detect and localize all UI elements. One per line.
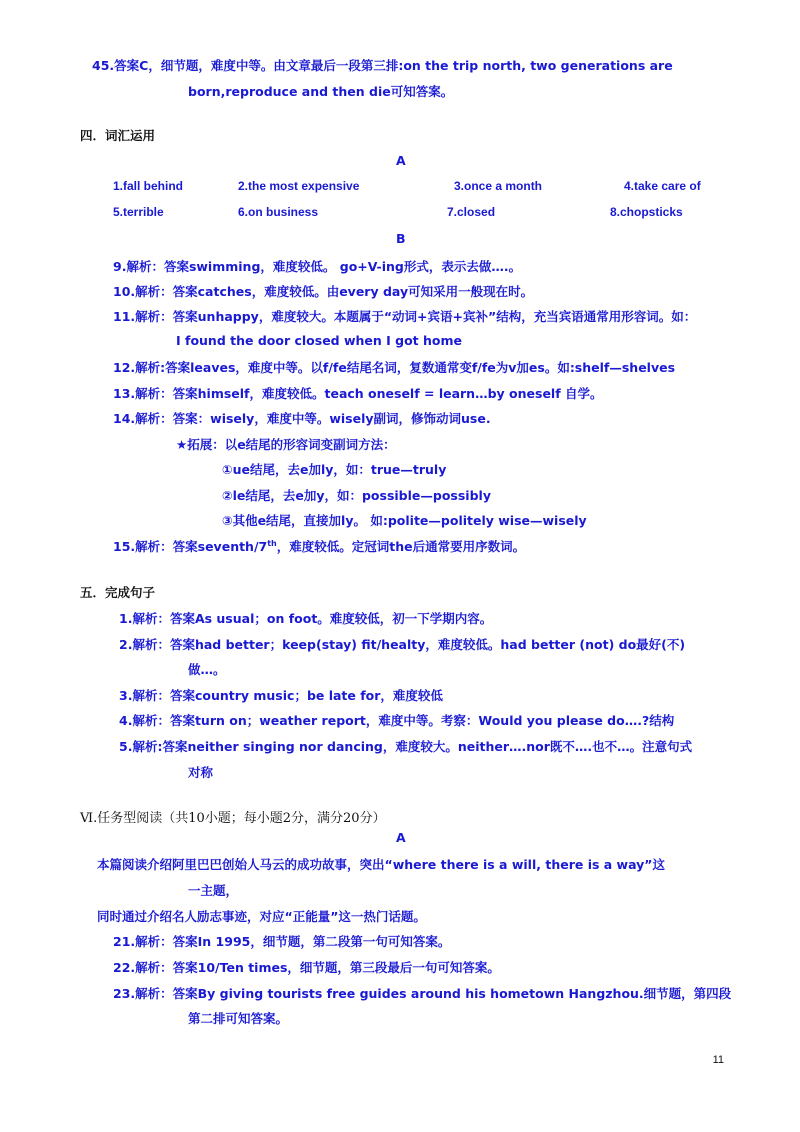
q22-analysis: 22.解析：答案10/Ten times，细节题，第三段最后一句可知答案。 xyxy=(113,960,500,975)
q45-line2: born,reproduce and then die可知答案。 xyxy=(188,84,454,99)
vocab-1: 1.fall behind xyxy=(113,179,184,193)
s5-q1-analysis: 1.解析：答案As usual；on foot。难度较低，初一下学期内容。 xyxy=(119,611,493,626)
s5-q2-continued: 做…。 xyxy=(188,662,226,677)
q13-analysis: 13.解析：答案himself，难度较低。teach oneself = learn…by oneself 自学。 xyxy=(113,386,603,401)
s5-q2-analysis: 2.解析：答案had better；keep(stay) fit/healty，难度较低。had better (not) do最好(不) xyxy=(119,637,686,652)
s6-intro-line1: 本篇阅读介绍阿里巴巴创始人马云的成功故事，突出“where there is a will, there is a way”这 xyxy=(97,857,666,872)
vocab-8: 8.chopsticks xyxy=(610,205,683,219)
section5-title: 五．完成句子 xyxy=(80,585,156,600)
s6-intro-line3: 同时通过介绍名人励志事迹，对应“正能量”这一热门话题。 xyxy=(97,909,426,924)
extension-tip: ★拓展：以e结尾的形容词变副词方法： xyxy=(176,437,396,452)
page-number: 11 xyxy=(712,1054,724,1066)
tip-rule-3: ③其他e结尾，直接加ly。 如:polite—politely wise—wisely xyxy=(222,513,587,528)
s5-q4-analysis: 4.解析：答案turn on；weather report，难度中等。考察：Would you please do….?结构 xyxy=(119,713,675,728)
q21-analysis: 21.解析：答案In 1995，细节题，第二段第一句可知答案。 xyxy=(113,934,451,949)
vocab-7: 7.closed xyxy=(447,205,496,219)
section4-b-heading: B xyxy=(396,231,406,246)
q23-analysis: 23.解析：答案By giving tourists free guides around his hometown Hangzhou.细节题，第四段 xyxy=(113,986,732,1001)
tip-rule-2: ②le结尾，去e加y，如：possible—possibly xyxy=(222,488,491,503)
q45-line1: 45.答案C，细节题，难度中等。由文章最后一段第三排:on the trip north, two generations are xyxy=(92,58,673,73)
q15-superscript: th xyxy=(267,538,277,548)
q11-example: I found the door closed when I got home xyxy=(176,333,462,348)
q10-analysis: 10.解析：答案catches，难度较低。由every day可知采用一般现在时。 xyxy=(113,284,534,299)
q11-analysis: 11.解析：答案unhappy，难度较大。本题属于“动词+宾语+宾补”结构，充当宾语通常用形容词。如： xyxy=(113,309,697,324)
vocab-5: 5.terrible xyxy=(113,205,164,219)
vocab-4: 4.take care of xyxy=(624,179,701,193)
q23-continued: 第二排可知答案。 xyxy=(188,1011,289,1026)
vocab-6: 6.on business xyxy=(238,205,319,219)
section6-a-heading: A xyxy=(396,830,406,845)
tip-rule-1: ①ue结尾，去e加ly，如：true—truly xyxy=(222,462,447,477)
vocab-3: 3.once a month xyxy=(454,179,543,193)
s5-q3-analysis: 3.解析：答案country music；be late for，难度较低 xyxy=(119,688,443,703)
q15-text-a: 15.解析：答案seventh/7 xyxy=(113,539,268,554)
s5-q5-analysis: 5.解析:答案neither singing nor dancing，难度较大。neither….nor既不….也不…。注意句式 xyxy=(119,739,693,754)
section4-title: 四．词汇运用 xyxy=(80,128,156,143)
vocab-2: 2.the most expensive xyxy=(238,179,360,193)
q15-analysis xyxy=(113,537,525,555)
section4-a-heading: A xyxy=(396,153,406,168)
q9-analysis: 9.解析：答案swimming，难度较低。 go+V-ing形式，表示去做….。 xyxy=(113,259,522,274)
q12-analysis: 12.解析:答案leaves，难度中等。以f/fe结尾名词，复数通常变f/fe为v加es。如:shelf—shelves xyxy=(113,360,676,375)
s6-intro-line2: 一主题， xyxy=(188,883,239,898)
q15-text-b: ，难度较低。定冠词the后通常要用序数词。 xyxy=(276,539,526,554)
q14-analysis: 14.解析：答案：wisely，难度中等。wisely副词，修饰动词use. xyxy=(113,411,491,426)
s5-q5-continued: 对称 xyxy=(188,765,214,780)
section6-title: Ⅵ.任务型阅读（共10小题；每小题2分，满分20分） xyxy=(80,811,386,826)
